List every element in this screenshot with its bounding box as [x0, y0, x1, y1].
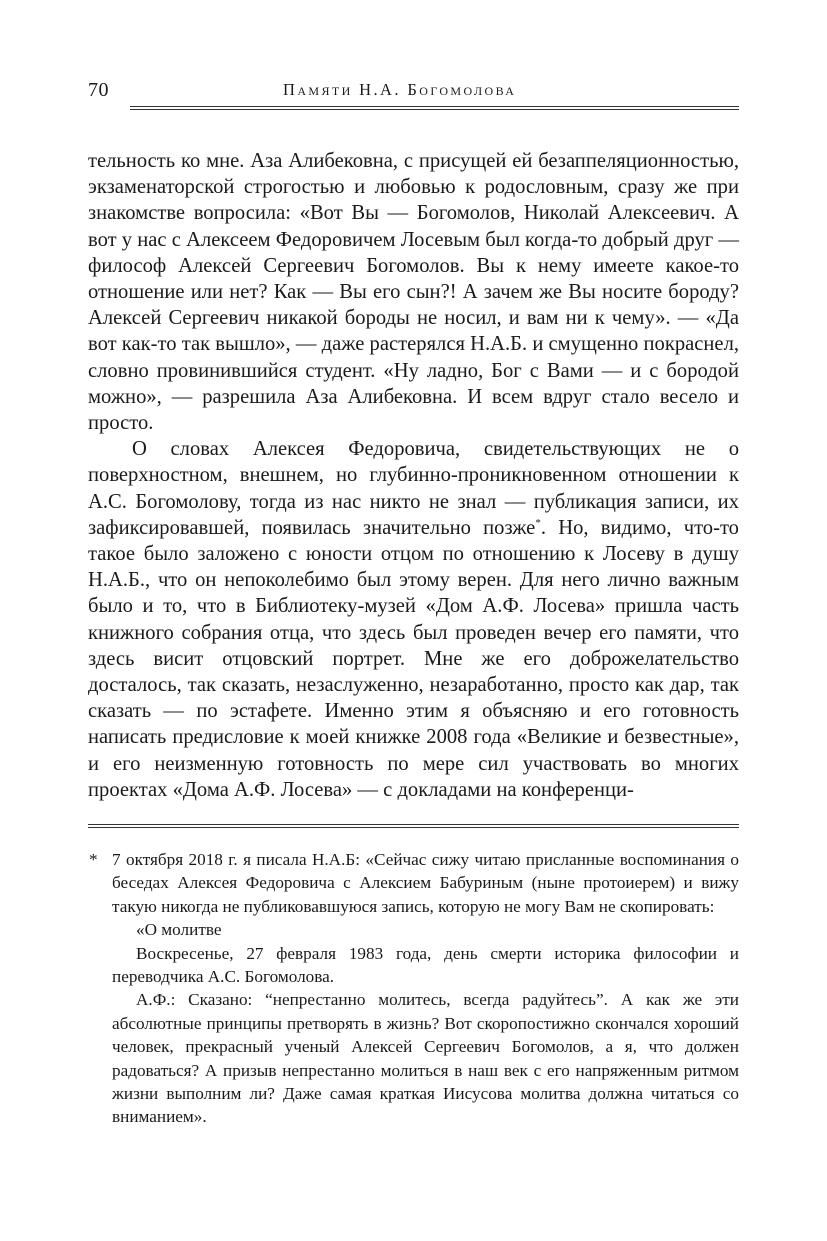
running-header	[88, 76, 739, 116]
footnote-reference: *	[535, 516, 541, 529]
footnote	[88, 848, 739, 1129]
paragraph-2-part-2: . Но, видимо, что-то такое было заложено с юности отцом по отношению к Лосеву в душу Н.А.Б., что он непоколебимо был этому верен. Для него лично важным было и то, что в Библиотеку-музей «Дом А.Ф. Лосева» пришла часть книжного собрания отца, что здесь был проведен вечер его памяти, что здесь висит отцовский портрет. Мне же его доброжелательство досталось, так сказать, незаслуженно, незаработанно, просто как дар, так сказать — по эстафете. Именно этим я объясняю и его готовность написать предисловие к моей книжке 2008 года «Великие и безвестные», и его неизменную готовность по мере сил участвовать во многих проектах «Дома А.Ф. Лосева» — с докладами на конференци-	[88, 516, 739, 801]
footnote-marker: *	[89, 850, 98, 869]
page-number: 70	[88, 79, 109, 101]
footnote-block	[88, 848, 739, 1129]
header-double-rule	[130, 106, 739, 110]
paragraph-2-part-1: О словах Алексея Федоровича, свидетельствующих не о поверхностном, внешнем, но глубинно-проникновенном отношении к А.С. Богомолову, тогда из нас никто не знал — публикация записи, их зафиксировавшей, появилась значительно позже	[88, 438, 739, 539]
running-title: Памяти Н.А. Богомолова	[283, 80, 517, 99]
footnote-line-1: 7 октября 2018 г. я писала Н.А.Б: «Сейчас сижу читаю присланные воспоминания о беседах Алексея Федоровича с Алексием Бабуриным (ныне протоиерем) и вижу такую никогда не публиковавшуюся запись, которую не могу Вам не скопировать:	[112, 850, 739, 916]
footnote-line-4: А.Ф.: Сказано: “непрестанно молитесь, всегда радуйтесь”. А как же эти абсолютные принципы претворять в жизнь? Вот скоропостижно скончался хороший человек, прекрасный ученый Алексей Сергеевич Богомолов, а я, что должен радоваться? А призыв непрестанно молиться в наш век с его напряженным ритмом жизни выполним ли? Даже самая краткая Иисусова молитва должна читаться со вниманием».	[112, 990, 739, 1127]
paragraph-2	[88, 436, 739, 803]
paragraph-1: тельность ко мне. Аза Алибековна, с присущей ей безаппеляционностью, экзаменаторской строгостью и любовью к родословным, сразу же при знакомстве вопросила: «Вот Вы — Богомолов, Николай Алексеевич. А вот у нас с Алексеем Федоровичем Лосевым был когда-то добрый друг — философ Алексей Сергеевич Богомолов. Вы к нему имеете какое-то отношение или нет? Как — Вы его сын?! А зачем же Вы носите бороду? Алексей Сергеевич никакой бороды не носил, и вам ни к чему». — «Да вот как-то так вышло», — даже растерялся Н.А.Б. и смущенно покраснел, словно провинившийся студент. «Ну ладно, Бог с Вами — и с бородой можно», — разрешила Аза Алибековна. И всем вдруг стало весело и просто.	[88, 150, 739, 435]
main-text	[88, 148, 739, 803]
footnote-line-2: «О молитве	[136, 920, 222, 940]
footnote-double-rule	[88, 824, 739, 828]
footnote-line-3: Воскресенье, 27 февраля 1983 года, день смерти историка философии и переводчика А.С. Богомолова.	[112, 943, 739, 987]
